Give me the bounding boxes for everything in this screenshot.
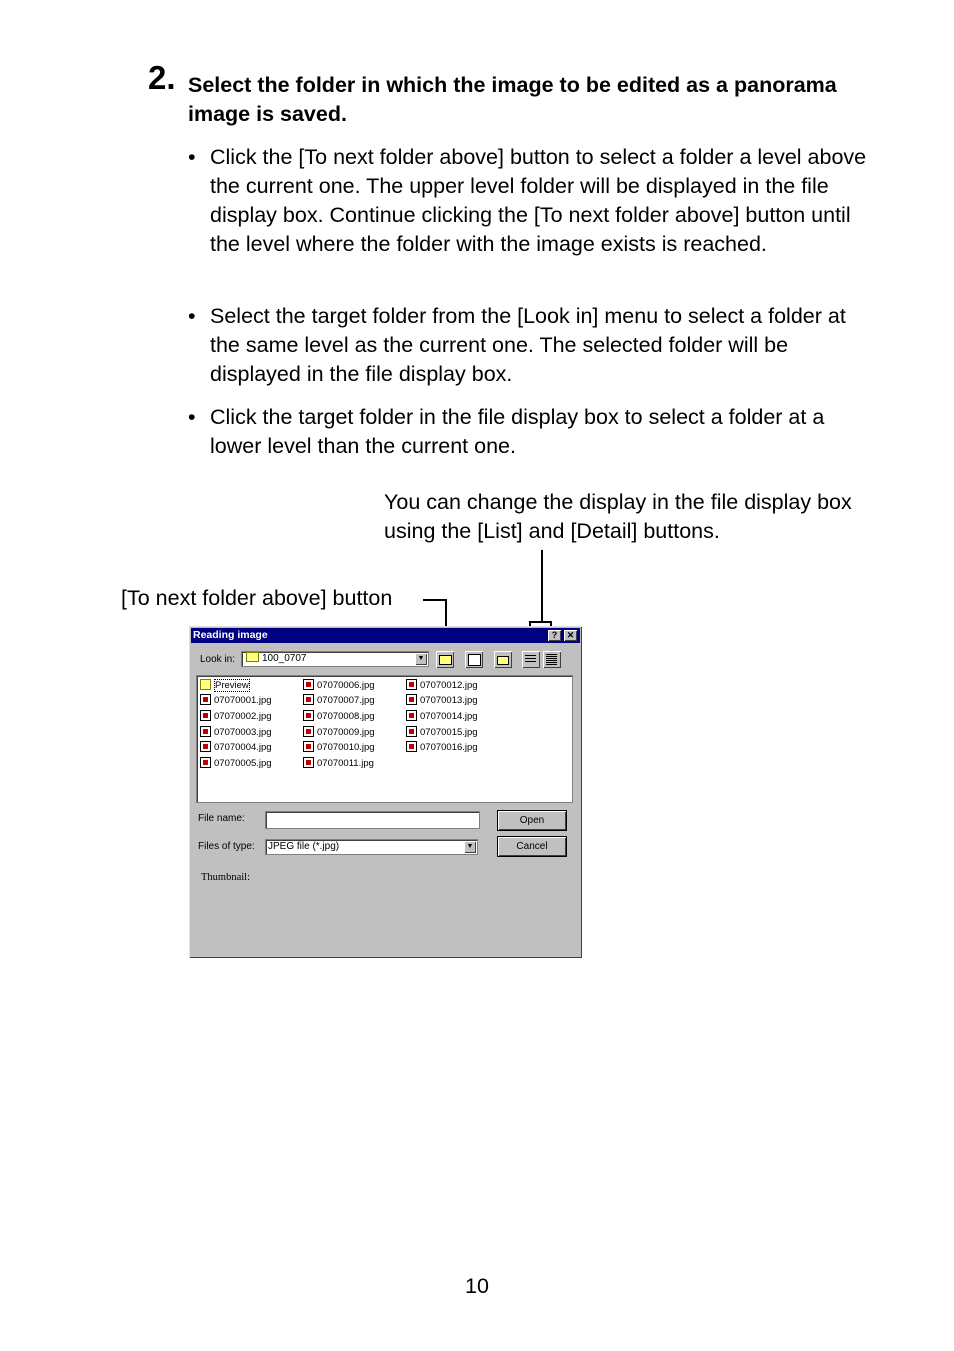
image-file-icon [406, 710, 417, 721]
page-number: 10 [465, 1274, 489, 1298]
image-file-icon [406, 726, 417, 737]
chevron-down-icon[interactable]: ▼ [464, 841, 476, 853]
image-file-icon [303, 679, 314, 690]
thumbnail-label: Thumbnail: [201, 872, 250, 883]
detail-view-icon [546, 654, 557, 665]
dialog-titlebar [191, 628, 580, 643]
folder-icon [200, 679, 211, 690]
file-display-box[interactable] [196, 675, 573, 803]
list-item[interactable]: 07070014.jpg [406, 710, 478, 723]
up-folder-icon [439, 655, 452, 665]
files-of-type-value: JPEG file (*.jpg) [268, 841, 340, 852]
list-item[interactable]: 07070004.jpg [200, 741, 272, 754]
list-item[interactable]: 07070013.jpg [406, 694, 478, 707]
list-item[interactable]: 07070008.jpg [303, 710, 375, 723]
list-item[interactable]: 07070011.jpg [303, 757, 374, 770]
bullet-dot: • [188, 405, 196, 429]
list-item[interactable]: 07070006.jpg [303, 679, 375, 692]
look-in-value: 100_0707 [262, 653, 307, 664]
image-file-icon [200, 757, 211, 768]
step-number: 2. [148, 59, 176, 96]
leader-line [529, 621, 552, 623]
bullet-text: Click the target folder in the file display box to select a folder at a lower level than the current one. [210, 405, 825, 458]
look-in-label: Look in: [200, 654, 236, 665]
image-file-icon [200, 710, 211, 721]
image-file-icon [406, 741, 417, 752]
new-folder-icon [497, 656, 509, 665]
file-name-field[interactable] [265, 811, 480, 829]
cancel-button[interactable]: Cancel [498, 837, 566, 856]
image-file-icon [303, 757, 314, 768]
up-folder-button[interactable] [436, 651, 454, 668]
close-button[interactable]: ✕ [564, 630, 577, 641]
list-item[interactable]: 07070001.jpg [200, 694, 272, 707]
leader-line [541, 550, 543, 622]
bullet-dot: • [188, 145, 196, 169]
desktop-icon [468, 654, 481, 666]
list-view-icon [525, 655, 536, 664]
list-item[interactable]: 07070012.jpg [406, 679, 478, 692]
image-file-icon [200, 726, 211, 737]
image-file-icon [406, 679, 417, 690]
callout-up-folder: [To next folder above] button [121, 586, 393, 610]
step-title: Select the folder in which the image to be edited as a panorama image is saved. [188, 73, 837, 126]
bullet-text: Select the target folder from the [Look in] menu to select a folder at the same level as the current one. The selected folder will be displayed in the file display box. [210, 304, 846, 386]
leader-line [423, 599, 446, 601]
list-item[interactable]: 07070015.jpg [406, 726, 478, 739]
list-item[interactable]: 07070002.jpg [200, 710, 272, 723]
list-item[interactable]: 07070005.jpg [200, 757, 272, 770]
image-file-icon [303, 726, 314, 737]
list-view-button[interactable] [522, 651, 540, 668]
reading-image-dialog [189, 626, 582, 958]
image-file-icon [303, 741, 314, 752]
image-file-icon [406, 694, 417, 705]
image-file-icon [200, 741, 211, 752]
image-file-icon [303, 710, 314, 721]
folder-icon [246, 652, 259, 662]
help-button[interactable]: ? [548, 630, 561, 641]
dialog-title: Reading image [193, 629, 268, 641]
list-item[interactable]: 07070003.jpg [200, 726, 272, 739]
list-item[interactable]: Preview [200, 679, 250, 692]
detail-view-button[interactable] [543, 651, 561, 668]
list-item[interactable]: 07070010.jpg [303, 741, 375, 754]
new-folder-button[interactable] [494, 651, 512, 668]
desktop-button[interactable] [465, 651, 483, 668]
open-button[interactable]: Open [498, 811, 566, 830]
image-file-icon [200, 694, 211, 705]
image-file-icon [303, 694, 314, 705]
bullet-dot: • [188, 304, 196, 328]
callout-list-detail: You can change the display in the file display box using the [List] and [Detail] buttons. [384, 490, 852, 543]
files-of-type-label: Files of type: [198, 841, 255, 852]
look-in-select[interactable] [241, 651, 429, 667]
files-of-type-select[interactable] [265, 839, 478, 855]
chevron-down-icon[interactable]: ▼ [415, 653, 427, 665]
list-item[interactable]: 07070016.jpg [406, 741, 478, 754]
list-item[interactable]: 07070009.jpg [303, 726, 375, 739]
list-item[interactable]: 07070007.jpg [303, 694, 375, 707]
bullet-text: Click the [To next folder above] button to select a folder a level above the current one. The upper level folder will be displayed in the file display box. Continue clicking the [To next folder above] button until the level where the folder with the image exists is reached. [210, 145, 867, 256]
file-name-label: File name: [198, 813, 245, 824]
